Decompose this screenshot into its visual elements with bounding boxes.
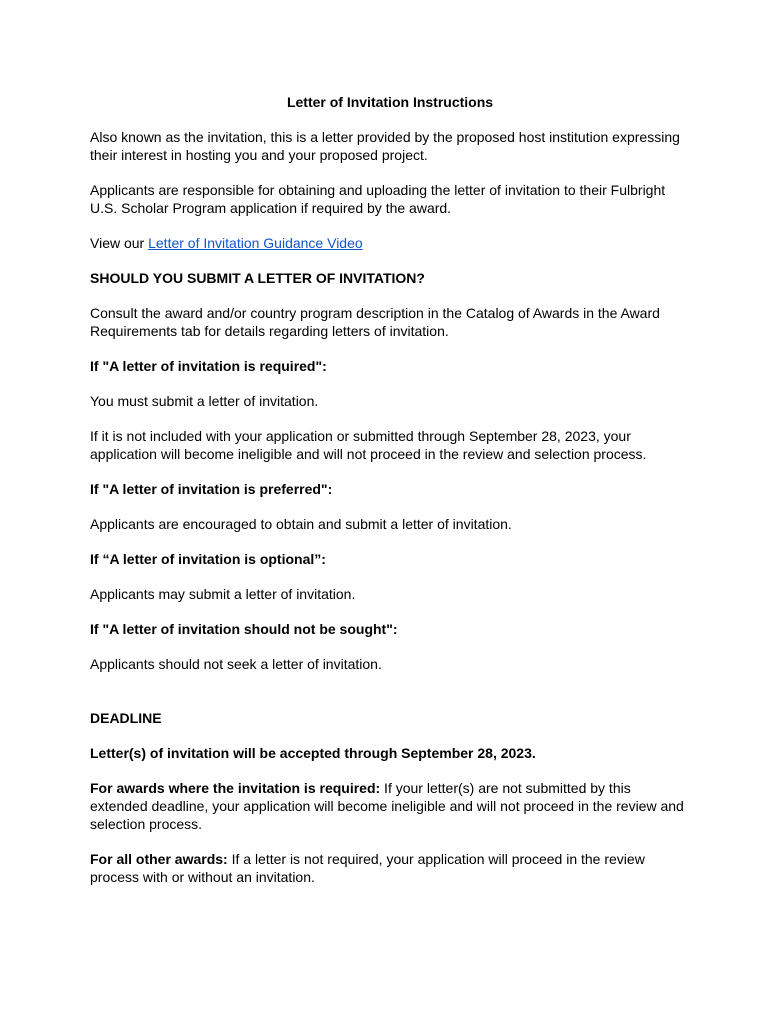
consult-paragraph: Consult the award and/or country program description in the Catalog of Awards in the Award Requirements tab for details regarding letters of invitation. — [90, 305, 660, 339]
required-text-2: If it is not included with your application or submitted through September 28, 2023, your application will become ineligible and will not proceed in the review and selection process. — [90, 428, 647, 462]
video-paragraph — [90, 234, 690, 252]
intro-paragraph-2: Applicants are responsible for obtaining and uploading the letter of invitation to their Fulbright U.S. Scholar Program application if required by the award. — [90, 182, 666, 216]
document-title: Letter of Invitation Instructions — [286, 94, 494, 110]
required-awards-text: If your letter(s) are not submitted by this extended deadline, your application will become ineligible and will not proceed in the review and selection process. — [90, 780, 684, 832]
document-page — [90, 93, 690, 903]
required-text-1: You must submit a letter of invitation. — [90, 393, 319, 409]
optional-heading: If “A letter of invitation is optional”: — [90, 551, 326, 567]
other-awards-paragraph — [90, 850, 690, 886]
optional-text: Applicants may submit a letter of invitation. — [90, 586, 356, 602]
intro-paragraph-1: Also known as the invitation, this is a letter provided by the proposed host institution expressing their interest in hosting you and your proposed project. — [90, 129, 680, 163]
guidance-video-link[interactable]: Letter of Invitation Guidance Video — [148, 235, 363, 251]
preferred-text: Applicants are encouraged to obtain and submit a letter of invitation. — [90, 516, 512, 532]
required-awards-label: For awards where the invitation is required: — [90, 780, 381, 796]
deadline-heading: DEADLINE — [90, 710, 162, 726]
required-awards-paragraph — [90, 779, 690, 833]
not-sought-heading: If "A letter of invitation should not be sought": — [90, 621, 398, 637]
preferred-heading: If "A letter of invitation is preferred": — [90, 481, 333, 497]
other-awards-label: For all other awards: — [90, 851, 228, 867]
video-prefix: View our — [90, 235, 149, 251]
required-heading: If "A letter of invitation is required": — [90, 358, 327, 374]
deadline-statement: Letter(s) of invitation will be accepted through September 28, 2023. — [90, 745, 536, 761]
not-sought-text: Applicants should not seek a letter of invitation. — [90, 656, 382, 672]
other-awards-text: If a letter is not required, your application will proceed in the review process with or without an invitation. — [90, 851, 645, 885]
submit-section-heading: SHOULD YOU SUBMIT A LETTER OF INVITATION? — [90, 270, 425, 286]
